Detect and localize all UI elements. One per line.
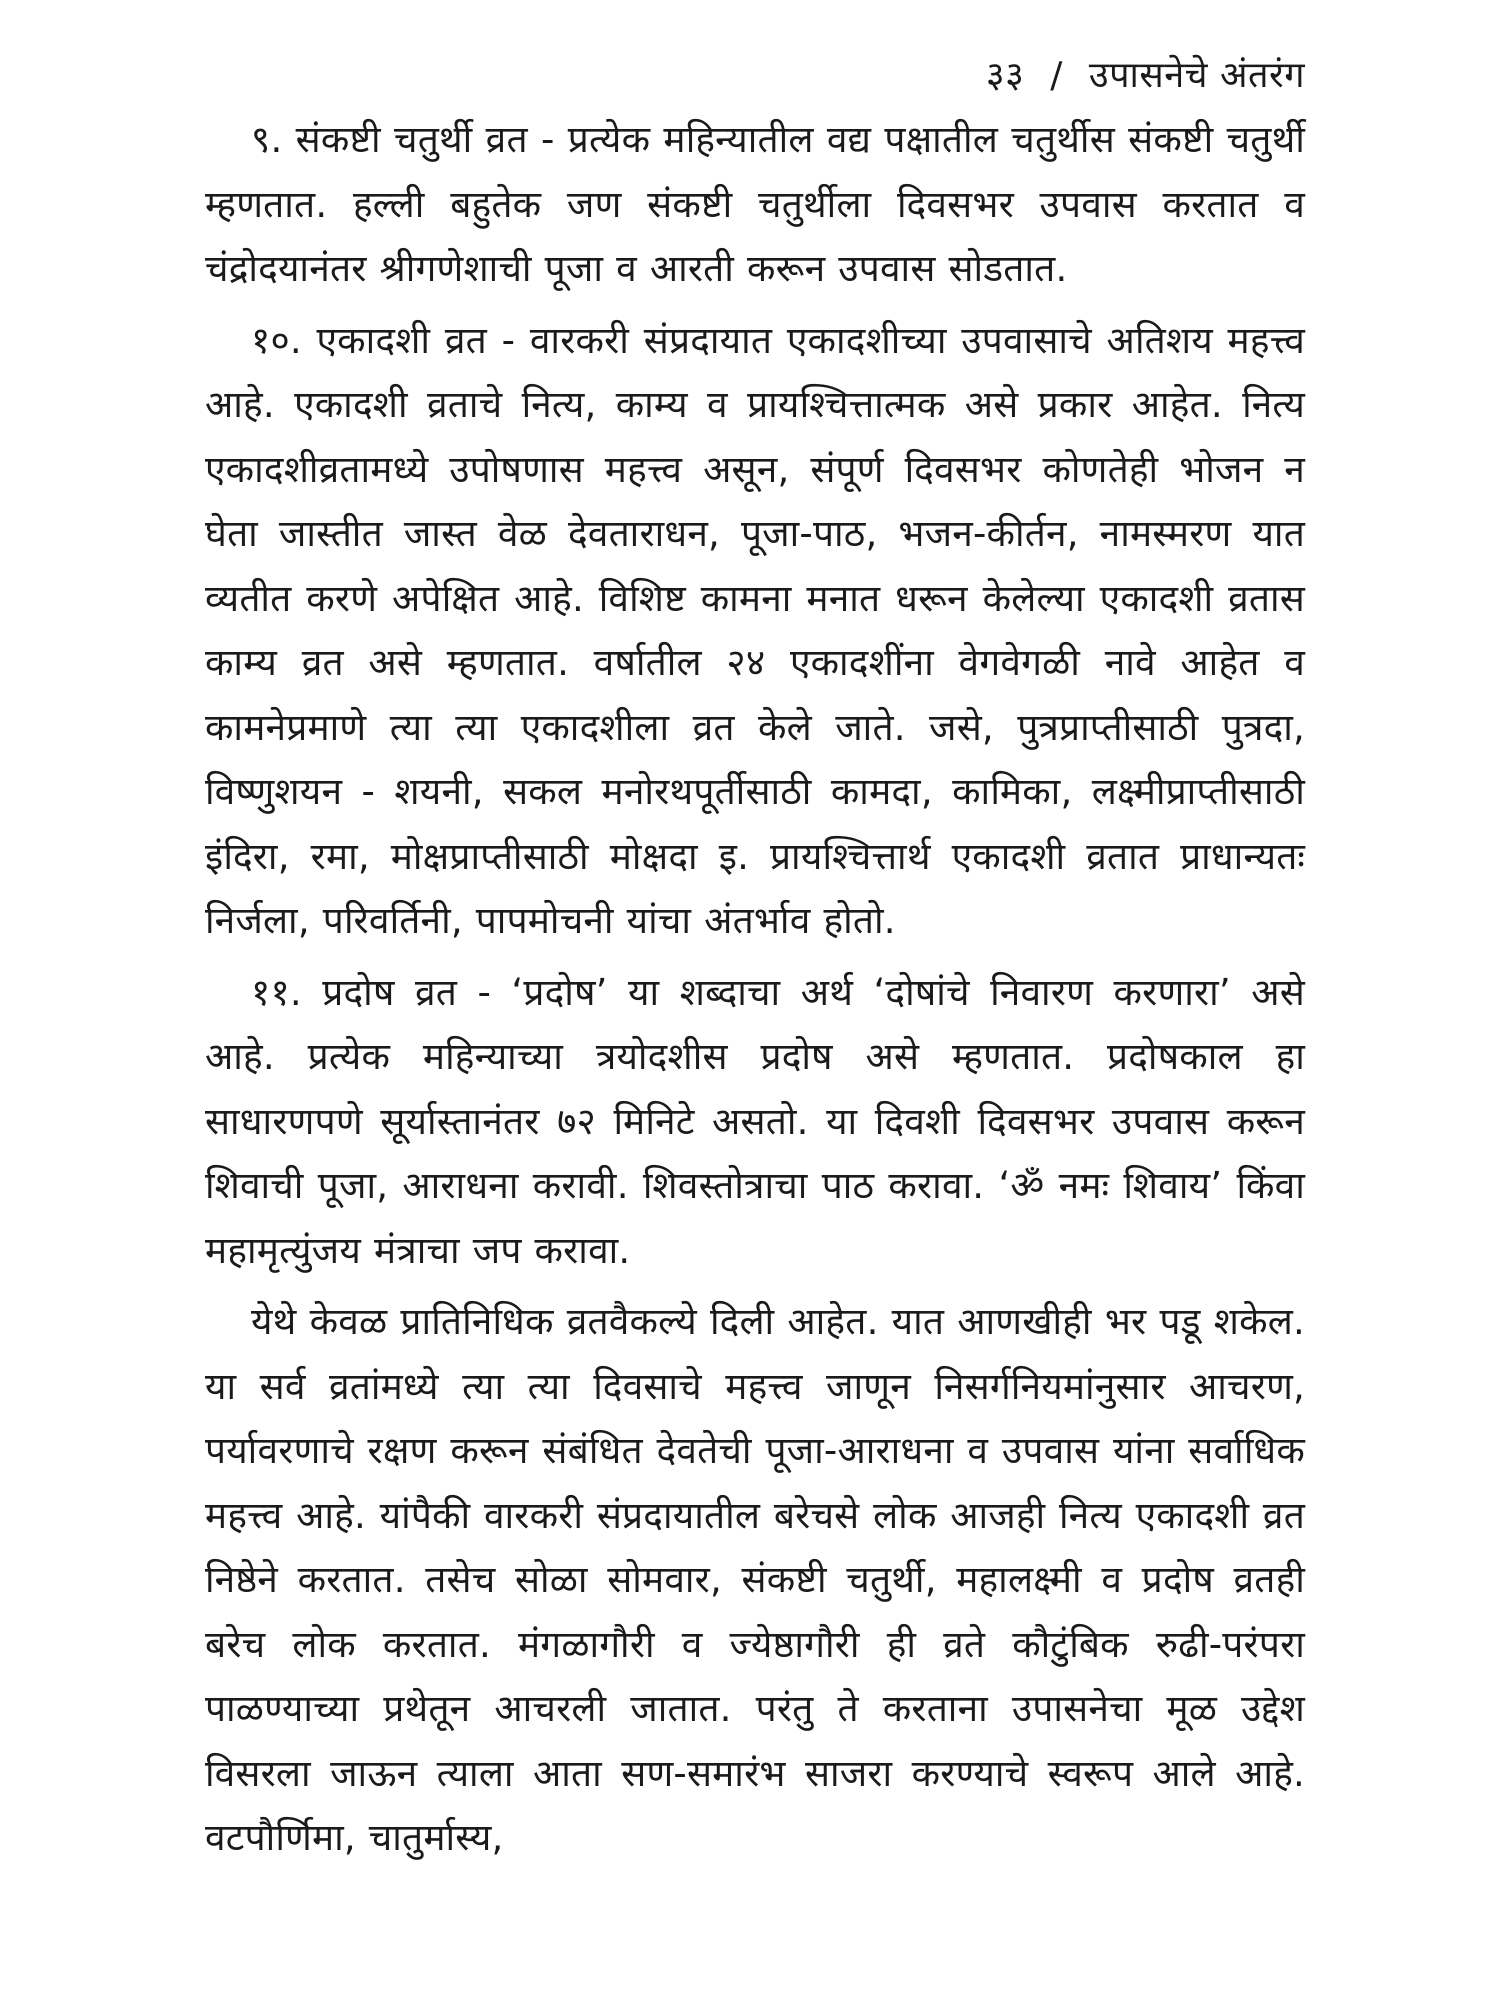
- book-page: [205, 48, 1305, 1978]
- paragraph-conclusion: येथे केवळ प्रातिनिधिक व्रतवैकल्ये दिली आहेत. यात आणखीही भर पडू शकेल. या सर्व व्रतांमध्ये त्या त्या दिवसाचे महत्त्व जाणून निसर्गनियमांनुसार आचरण, पर्यावरणाचे रक्षण करून संबंधित देवतेची पूजा-आराधना व उपवास यांना सर्वाधिक महत्त्व आहे. यांपैकी वारकरी संप्रदायातील बरेचसे लोक आजही नित्य एकादशी व्रत निष्ठेने करतात. तसेच सोळा सोमवार, संकष्टी चतुर्थी, महालक्ष्मी व प्रदोष व्रतही बरेच लोक करतात. मंगळागौरी व ज्येष्ठागौरी ही व्रते कौटुंबिक रुढी-परंपरा पाळण्याच्या प्रथेतून आचरली जातात. परंतु ते करताना उपासनेचा मूळ उद्देश विसरला जाऊन त्याला आता सण-समारंभ साजरा करण्याचे स्वरूप आले आहे. वटपौर्णिमा, चातुर्मास्य,: [205, 1300, 1305, 1859]
- book-title: उपासनेचे अंतरंग: [1088, 55, 1305, 96]
- paragraph-sankashti-chaturthi: ९. संकष्टी चतुर्थी व्रत - प्रत्येक महिन्यातील वद्य पक्षातील चतुर्थीस संकष्टी चतुर्थी म्हणतात. हल्ली बहुतेक जण संकष्टी चतुर्थीला दिवसभर उपवास करतात व चंद्रोदयानंतर श्रीगणेशाची पूजा व आरती करून उपवास सोडतात.: [205, 118, 1305, 290]
- page-number: ३३: [985, 55, 1025, 96]
- paragraph-pradosh-vrat: ११. प्रदोष व्रत - ‘प्रदोष’ या शब्दाचा अर्थ ‘दोषांचे निवारण करणारा’ असे आहे. प्रत्येक महिन्याच्या त्रयोदशीस प्रदोष असे म्हणतात. प्रदोषकाल हा साधारणपणे सूर्यास्तानंतर ७२ मिनिटे असतो. या दिवशी दिवसभर उपवास करून शिवाची पूजा, आराधना करावी. शिवस्तोत्राचा पाठ करावा. ‘ॐ नमः शिवाय’ किंवा महामृत्युंजय मंत्राचा जप करावा.: [205, 970, 1305, 1272]
- running-header: [205, 48, 1305, 106]
- paragraph-ekadashi-vrat: १०. एकादशी व्रत - वारकरी संप्रदायात एकादशीच्या उपवासाचे अतिशय महत्त्व आहे. एकादशी व्रताचे नित्य, काम्य व प्रायश्चित्तात्मक असे प्रकार आहेत. नित्य एकादशीव्रतामध्ये उपोषणास महत्त्व असून, संपूर्ण दिवसभर कोणतेही भोजन न घेता जास्तीत जास्त वेळ देवताराधन, पूजा-पाठ, भजन-कीर्तन, नामस्मरण यात व्यतीत करणे अपेक्षित आहे. विशिष्ट कामना मनात धरून केलेल्या एकादशी व्रतास काम्य व्रत असे म्हणतात. वर्षातील २४ एकादशींना वेगवेगळी नावे आहेत व कामनेप्रमाणे त्या त्या एकादशीला व्रत केले जाते. जसे, पुत्रप्राप्तीसाठी पुत्रदा, विष्णुशयन - शयनी, सकल मनोरथपूर्तीसाठी कामदा, कामिका, लक्ष्मीप्राप्तीसाठी इंदिरा, रमा, मोक्षप्राप्तीसाठी मोक्षदा इ. प्रायश्चित्तार्थ एकादशी व्रतात प्राधान्यतः निर्जला, परिवर्तिनी, पापमोचनी यांचा अंतर्भाव होतो.: [205, 318, 1305, 942]
- header-separator: /: [1050, 55, 1063, 96]
